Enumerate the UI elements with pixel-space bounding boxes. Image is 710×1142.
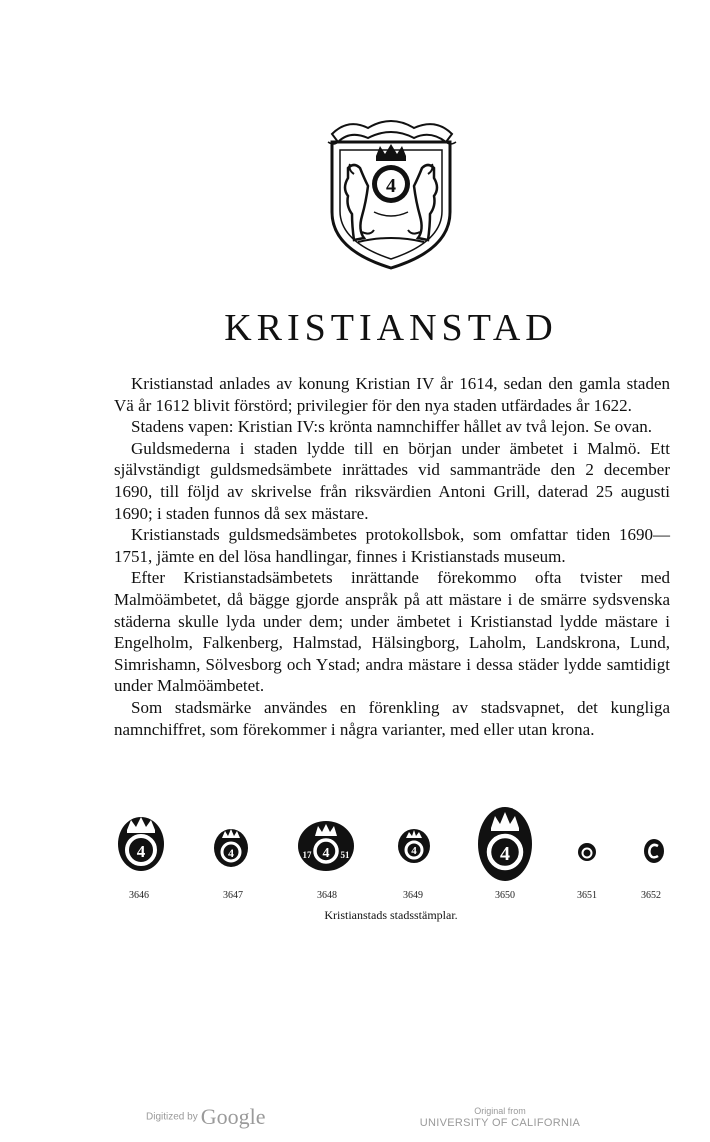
stamp-3647-icon: [213, 826, 249, 868]
stamp-3649-icon: [397, 828, 431, 864]
digitized-label: Digitized by: [146, 1111, 198, 1123]
stamp-number: 3650: [495, 890, 515, 901]
paragraph: Efter Kristianstadsämbetets inrättande förekommo ofta tvister med Malmöämbetet, då bägge gjorde anspråk på att mästare i de smärre sydsvenska städerna skulle lyda under dem; under ämbetet i Kristianstad lydde mästare i Engelholm, Falkenberg, Halmstad, Hälsingborg, Laholm, Landskrona, Lund, Simrishamn, Sölvesborg och Ystad; andra mästare i dessa städer lydde samtidigt under Malmöämbetet.: [114, 568, 670, 696]
stamp-3646-icon: [117, 812, 165, 872]
stamp-3650-icon: [477, 806, 533, 882]
stamp-glyph: 4: [500, 843, 510, 865]
institution-name: UNIVERSITY OF CALIFORNIA: [419, 1117, 581, 1129]
original-label: Original from: [474, 1106, 526, 1116]
stamp-side-right: 51: [340, 850, 350, 860]
paragraph: Kristianstads guldsmedsämbetes protokollsbok, som omfattar tiden 1690—1751, jämte en del lösa handlingar, finnes i Kristianstads museum.: [114, 525, 670, 566]
google-brand: Google: [200, 1104, 266, 1129]
page-title: KRISTIANSTAD: [224, 307, 558, 349]
article-body: [114, 373, 670, 740]
figure-caption: Kristianstads stadsstämplar.: [324, 908, 458, 922]
stamp-3648-icon: [297, 820, 355, 872]
stamp-number: 3649: [403, 890, 423, 901]
stamp-number: 3652: [641, 890, 661, 901]
stamp-glyph: 4: [228, 846, 234, 860]
coat-of-arms-icon: [318, 112, 464, 272]
stamp-glyph: 4: [411, 845, 417, 857]
stamp-3652-icon: [643, 838, 665, 864]
stamp-glyph: 4: [136, 842, 146, 861]
digitized-watermark: [146, 1104, 265, 1130]
stamp-number: 3651: [577, 890, 597, 901]
paragraph: Som stadsmärke användes en förenkling av stadsvapnet, det kungliga namnchiffret, som förekommer i några varianter, med eller utan krona.: [114, 697, 670, 739]
source-watermark: [410, 1106, 590, 1130]
paragraph: Stadens vapen: Kristian IV:s krönta namnchiffer hållet av två lejon. Se ovan.: [131, 417, 653, 437]
stamp-side-left: 17: [302, 850, 312, 860]
stamp-number: 3646: [129, 890, 149, 901]
paragraph: Guldsmederna i staden lydde till en början under ämbetet i Malmö. Ett självständigt guldsmedsämbete inrättades vid sammanträde den 2 december 1690, till följd av skrivelse från riksvärdien Antoni Grill, daterad 25 augusti 1690; i staden funnos då sex mästare.: [114, 438, 670, 523]
city-stamps-row: [105, 812, 675, 907]
paragraph: Kristianstad anlades av konung Kristian IV år 1614, sedan den gamla staden Vä år 1612 blivit förstörd; privilegier för den nya staden utfärdades år 1622.: [114, 374, 670, 415]
stamp-number: 3648: [317, 890, 337, 901]
crest-monogram: 4: [386, 175, 396, 197]
stamp-number: 3647: [223, 890, 243, 901]
stamp-glyph: 4: [322, 846, 330, 861]
stamp-3651-icon: [577, 842, 597, 862]
